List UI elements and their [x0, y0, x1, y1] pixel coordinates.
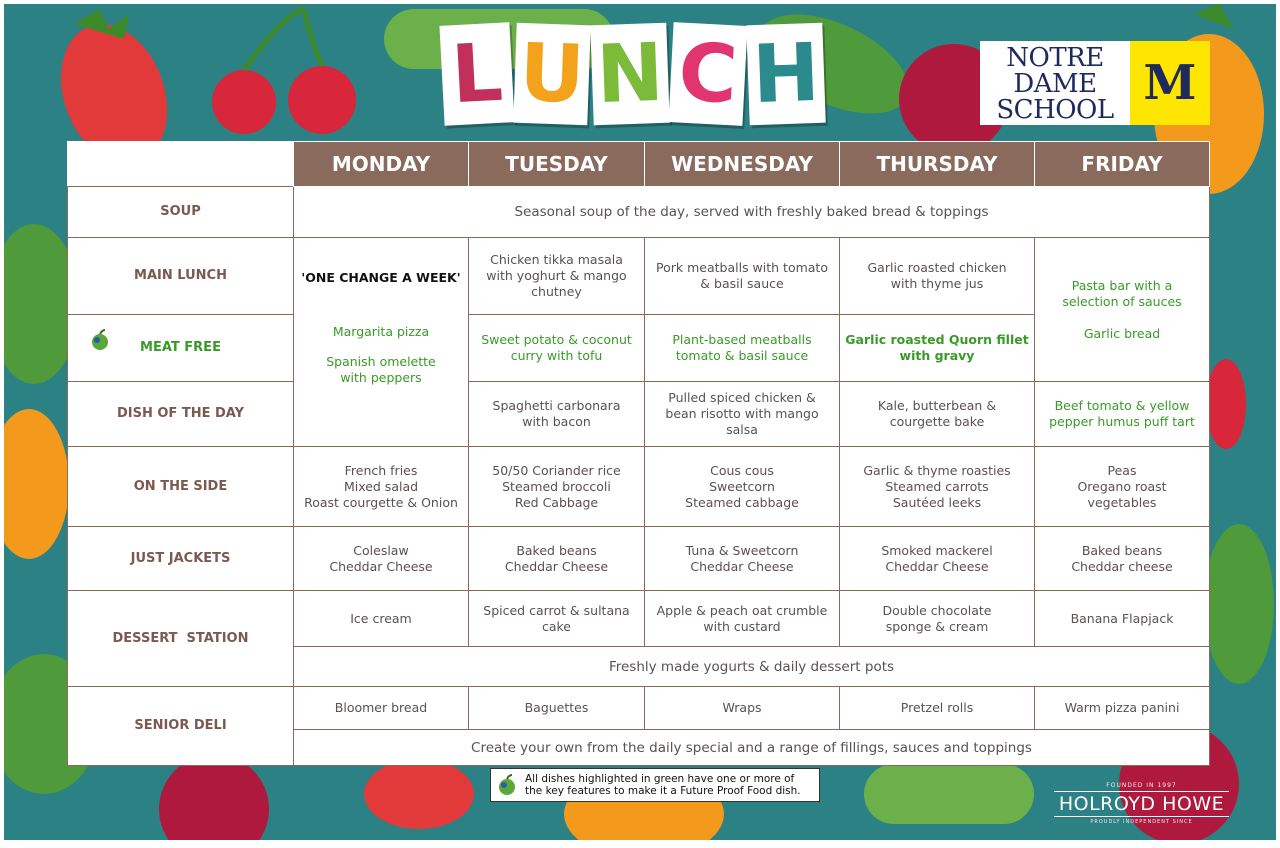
friday-item: Garlic bread [1083, 325, 1161, 341]
title-letter-l: L [439, 22, 514, 126]
future-proof-key [490, 768, 820, 802]
main-thursday: Garlic roasted chicken with thyme jus [840, 238, 1035, 315]
dessert-friday: Banana Flapjack [1035, 591, 1210, 647]
apple-icon [497, 774, 517, 796]
deli-all-days: Create your own from the daily special and a range of fillings, sauces and toppings [294, 730, 1210, 766]
day-header-friday: FRIDAY [1035, 142, 1210, 187]
title-letter-n: N [590, 23, 669, 126]
key-text: All dishes highlighted in green have one or more of the key features to make it a Future Proof Food dish. [525, 773, 801, 797]
dish-tuesday: Spaghetti carbonara with bacon [469, 382, 645, 447]
holroyd-howe-logo [1054, 782, 1229, 825]
lunch-title [442, 24, 824, 124]
row-label-jackets: JUST JACKETS [68, 527, 294, 591]
dessert-all-days: Freshly made yogurts & daily dessert pots [294, 647, 1210, 687]
school-logo [980, 41, 1210, 125]
day-header-monday: MONDAY [294, 142, 469, 187]
dish-thursday: Kale, butterbean & courgette bake [840, 382, 1035, 447]
title-letter-h: H [746, 23, 825, 126]
side-wednesday: Cous cous Sweetcorn Steamed cabbage [645, 447, 840, 527]
apple-icon [90, 329, 110, 351]
crest-icon: M [1130, 41, 1210, 125]
friday-pasta-block [1035, 238, 1210, 382]
side-monday: French fries Mixed salad Roast courgette & Onion [294, 447, 469, 527]
meatfree-thursday: Garlic roasted Quorn fillet with gravy [840, 315, 1035, 382]
jacket-thursday: Smoked mackerel Cheddar Cheese [840, 527, 1035, 591]
holroyd-tagline: PROUDLY INDEPENDENT SINCE [1090, 819, 1193, 825]
monday-one-change-block [294, 238, 469, 447]
dessert-wednesday: Apple & peach oat crumble with custard [645, 591, 840, 647]
main-tuesday: Chicken tikka masala with yoghurt & mango chutney [469, 238, 645, 315]
side-thursday: Garlic & thyme roasties Steamed carrots Sautéed leeks [840, 447, 1035, 527]
school-name-line: NOTRE [1006, 43, 1104, 73]
soup-all-days: Seasonal soup of the day, served with freshly baked bread & toppings [294, 187, 1210, 238]
main-wednesday: Pork meatballs with tomato & basil sauce [645, 238, 840, 315]
holroyd-founded: FOUNDED IN 1997 [1106, 782, 1177, 789]
meatfree-wednesday: Plant-based meatballs tomato & basil sauce [645, 315, 840, 382]
row-label-main-lunch: MAIN LUNCH [68, 238, 294, 315]
monday-item: Spanish omelette with peppers [326, 354, 436, 385]
monday-item: Margarita pizza [332, 324, 430, 339]
dessert-tuesday: Spiced carrot & sultana cake [469, 591, 645, 647]
title-letter-u: U [513, 23, 590, 126]
deli-thursday: Pretzel rolls [840, 687, 1035, 730]
day-header-tuesday: TUESDAY [469, 142, 645, 187]
meatfree-tuesday: Sweet potato & coconut curry with tofu [469, 315, 645, 382]
jacket-monday: Coleslaw Cheddar Cheese [294, 527, 469, 591]
school-name-line: DAME [1013, 69, 1097, 99]
side-friday: Peas Oregano roast vegetables [1035, 447, 1210, 527]
deli-friday: Warm pizza panini [1035, 687, 1210, 730]
one-change-heading: 'ONE CHANGE A WEEK' [301, 270, 461, 285]
menu-grid [67, 141, 1210, 766]
school-name-line: SCHOOL [996, 95, 1114, 125]
side-tuesday: 50/50 Coriander rice Steamed broccoli Red Cabbage [469, 447, 645, 527]
dish-wednesday: Pulled spiced chicken & bean risotto with mango salsa [645, 382, 840, 447]
dish-friday: Beef tomato & yellow pepper humus puff tart [1035, 382, 1210, 447]
holroyd-name: HOLROYD HOWE [1054, 791, 1229, 817]
cherry-decoration [212, 70, 276, 134]
dessert-monday: Ice cream [294, 591, 469, 647]
pepper-left-decoration [4, 409, 69, 559]
jacket-wednesday: Tuna & Sweetcorn Cheddar Cheese [645, 527, 840, 591]
day-header-wednesday: WEDNESDAY [645, 142, 840, 187]
row-label-soup: SOUP [68, 187, 294, 238]
row-label-on-side: ON THE SIDE [68, 447, 294, 527]
row-label-dish-of-day: DISH OF THE DAY [68, 382, 294, 447]
jacket-tuesday: Baked beans Cheddar Cheese [469, 527, 645, 591]
dessert-thursday: Double chocolate sponge & cream [840, 591, 1035, 647]
jacket-friday: Baked beans Cheddar cheese [1035, 527, 1210, 591]
row-label-dessert: DESSERT STATION [68, 591, 294, 687]
deli-wednesday: Wraps [645, 687, 840, 730]
menu-page [4, 4, 1276, 840]
day-header-thursday: THURSDAY [840, 142, 1035, 187]
friday-item: Pasta bar with a selection of sauces [1062, 277, 1182, 309]
row-label-meat-free: MEAT FREE [68, 315, 294, 382]
deli-tuesday: Baguettes [469, 687, 645, 730]
row-label-senior-deli: SENIOR DELI [68, 687, 294, 766]
title-letter-c: C [668, 22, 747, 126]
deli-monday: Bloomer bread [294, 687, 469, 730]
